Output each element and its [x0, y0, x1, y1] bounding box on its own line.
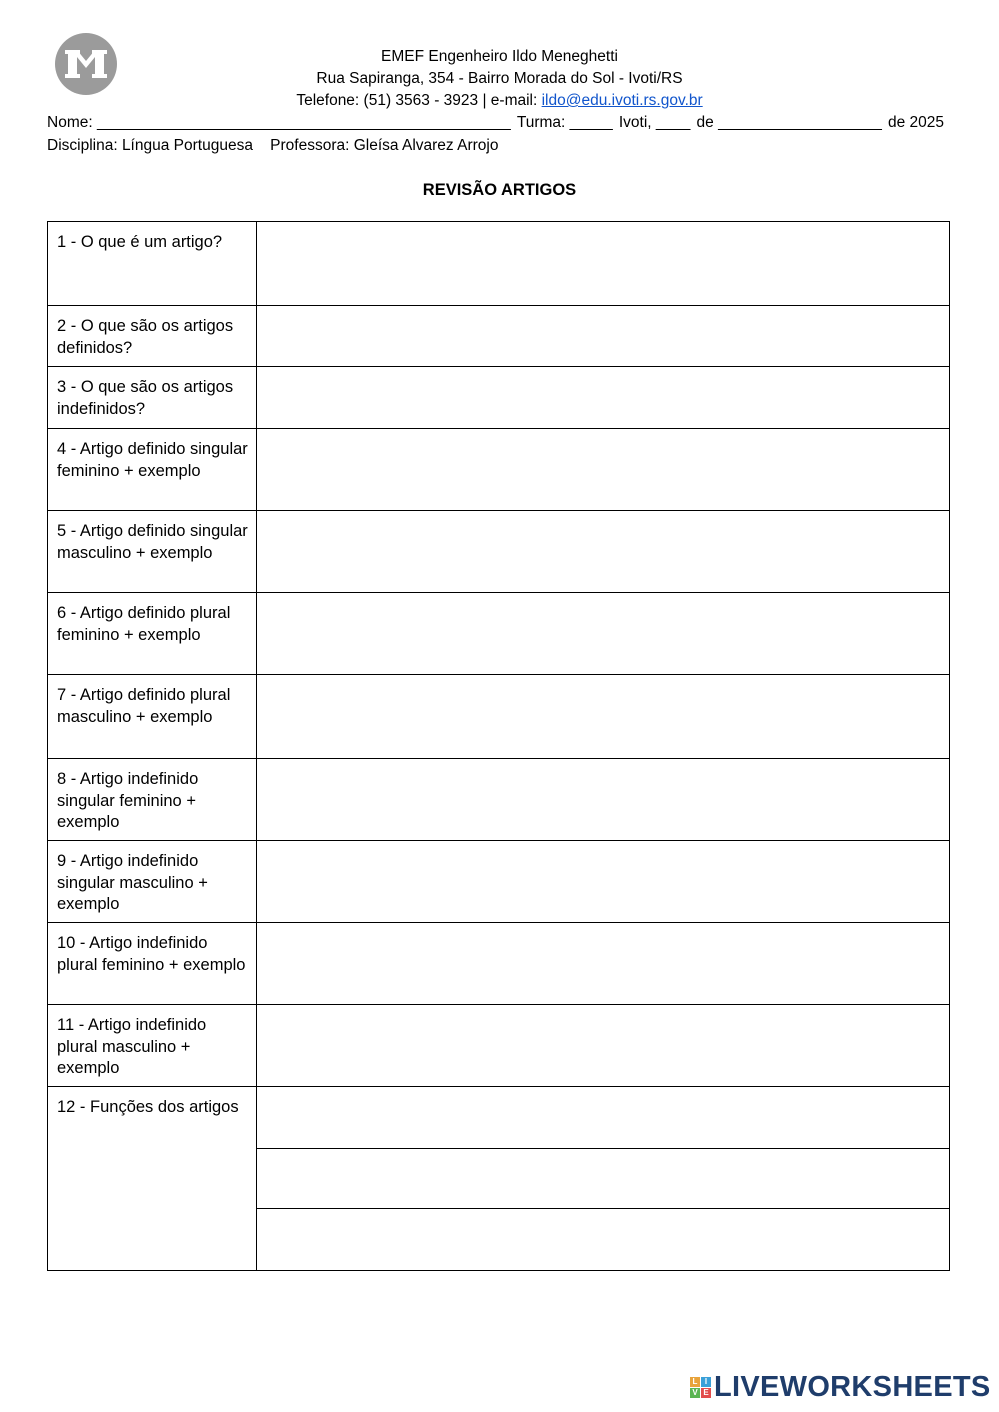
table-row	[48, 759, 950, 841]
school-address: Rua Sapiranga, 354 - Bairro Morada do Sol - Ivoti/RS	[316, 70, 683, 87]
table-row	[48, 1005, 950, 1087]
question-text: 12 - Funções dos artigos	[57, 1098, 239, 1116]
answer-box[interactable]	[257, 923, 950, 1005]
grid-letter-v: V	[690, 1388, 700, 1398]
worksheet-title: REVISÃO ARTIGOS	[422, 181, 577, 199]
question-text: 4 - Artigo definido singular feminino + exemplo	[57, 440, 248, 480]
class-info-row	[47, 137, 498, 155]
liveworksheets-brand: LIVEWORKSHEETS	[714, 1371, 991, 1403]
professora-text: Professora: Gleísa Alvarez Arrojo	[270, 137, 499, 154]
worksheet-table	[47, 221, 950, 1271]
answer-box[interactable]	[257, 429, 950, 511]
answer-box[interactable]	[257, 511, 950, 593]
nome-label: Nome:	[47, 114, 93, 131]
turma-blank[interactable]: _____	[569, 114, 613, 131]
table-row	[48, 429, 950, 511]
question-text: 11 - Artigo indefinido plural masculino + exemplo	[57, 1016, 207, 1077]
question-cell	[48, 306, 257, 367]
answer-box[interactable]	[257, 1005, 950, 1087]
question-text: 1 - O que é um artigo?	[57, 233, 223, 251]
question-cell	[48, 429, 257, 511]
school-name: EMEF Engenheiro Ildo Meneghetti	[381, 48, 618, 65]
table-row	[48, 1087, 950, 1149]
de-label: de	[696, 114, 714, 131]
answer-box[interactable]	[257, 1209, 950, 1271]
question-text: 10 - Artigo indefinido plural feminino + exemplo	[57, 934, 246, 974]
grid-letter-l: L	[690, 1377, 700, 1387]
school-contact	[0, 92, 999, 110]
year-text: de 2025	[887, 114, 944, 131]
disciplina-text: Disciplina: Língua Portuguesa	[47, 137, 253, 154]
nome-field[interactable]	[47, 114, 511, 132]
day-blank[interactable]: ____	[655, 114, 691, 131]
liveworksheets-logo	[690, 1371, 991, 1404]
answer-box[interactable]	[257, 222, 950, 306]
answer-box[interactable]	[257, 841, 950, 923]
student-info-row	[47, 114, 944, 132]
liveworksheets-grid-icon	[690, 1377, 711, 1398]
table-row	[48, 593, 950, 675]
question-text: 2 - O que são os artigos definidos?	[57, 317, 234, 357]
date-field[interactable]	[619, 114, 691, 132]
month-field[interactable]	[697, 114, 882, 132]
city-label: Ivoti,	[618, 114, 652, 131]
question-cell	[48, 367, 257, 429]
month-blank[interactable]: ___________________	[718, 114, 882, 131]
grid-letter-e: E	[701, 1388, 711, 1398]
answer-box[interactable]	[257, 675, 950, 759]
question-text: 7 - Artigo definido plural masculino + exemplo	[57, 686, 231, 726]
answer-box[interactable]	[257, 759, 950, 841]
turma-field[interactable]	[517, 114, 613, 132]
question-cell	[48, 222, 257, 306]
phone-text: Telefone: (51) 3563 - 3923 | e-mail:	[296, 92, 542, 109]
question-text: 6 - Artigo definido plural feminino + exemplo	[57, 604, 231, 644]
nome-blank[interactable]: ________________________________________________	[96, 114, 511, 131]
table-row	[48, 222, 950, 306]
question-cell	[48, 759, 257, 841]
question-cell	[48, 511, 257, 593]
grid-letter-i: I	[701, 1377, 711, 1387]
table-row	[48, 367, 950, 429]
table-row	[48, 923, 950, 1005]
question-text: 8 - Artigo indefinido singular feminino + exemplo	[57, 770, 199, 831]
question-cell	[48, 675, 257, 759]
answer-box[interactable]	[257, 1149, 950, 1209]
answer-box[interactable]	[257, 1087, 950, 1149]
question-text: 5 - Artigo definido singular masculino + exemplo	[57, 522, 248, 562]
table-row	[48, 841, 950, 923]
answer-box[interactable]	[257, 306, 950, 367]
table-row	[48, 306, 950, 367]
question-cell	[48, 841, 257, 923]
question-text: 3 - O que são os artigos indefinidos?	[57, 378, 234, 418]
turma-label: Turma:	[516, 114, 566, 131]
table-row	[48, 675, 950, 759]
table-row	[48, 511, 950, 593]
question-cell	[48, 593, 257, 675]
question-text: 9 - Artigo indefinido singular masculino + exemplo	[57, 852, 208, 913]
answer-box[interactable]	[257, 593, 950, 675]
question-cell	[48, 1087, 257, 1271]
question-cell	[48, 1005, 257, 1087]
question-cell	[48, 923, 257, 1005]
email-link[interactable]: ildo@edu.ivoti.rs.gov.br	[541, 92, 703, 109]
answer-box[interactable]	[257, 367, 950, 429]
